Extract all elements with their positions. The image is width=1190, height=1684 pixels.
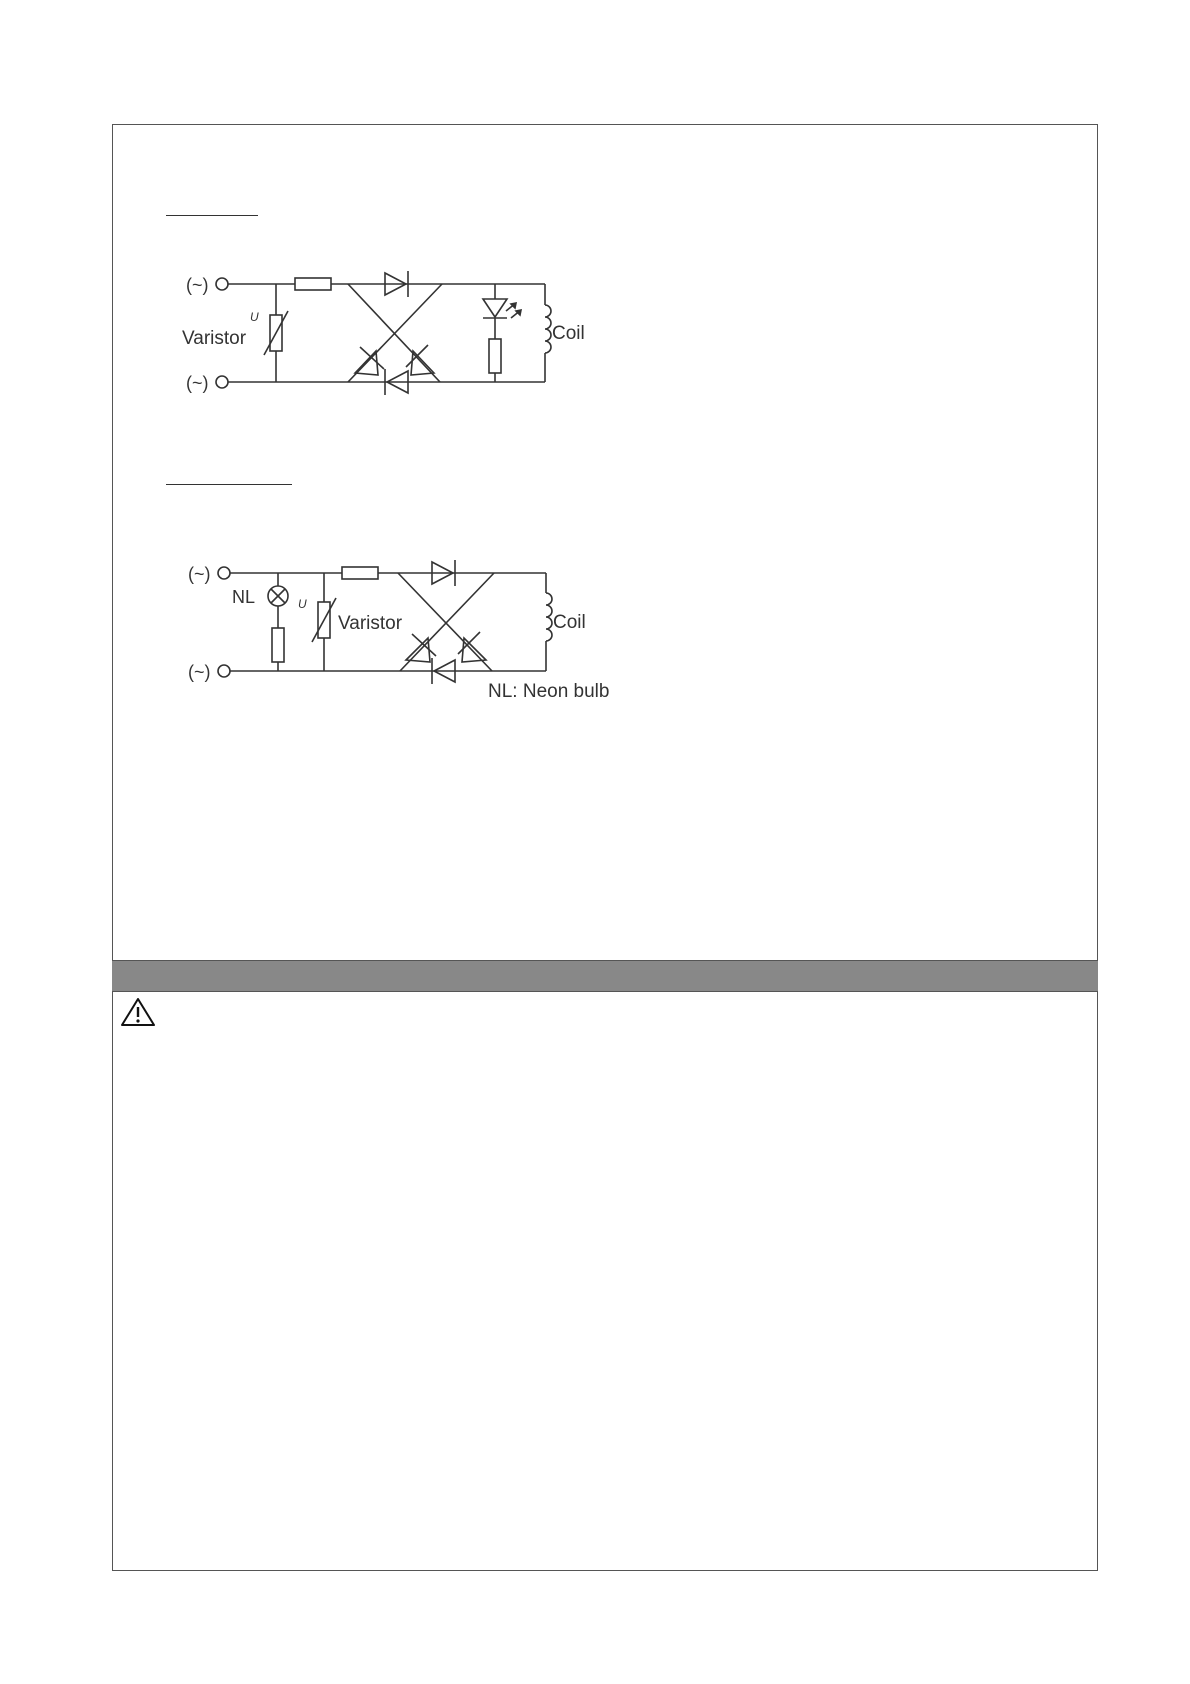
u-label: U: [298, 597, 307, 611]
coil: [546, 593, 552, 641]
led: [483, 299, 507, 317]
terminal-top-label: (~): [186, 275, 209, 295]
terminal-bottom-label: (~): [186, 373, 209, 393]
circuit-diagram-neon: [170, 545, 630, 705]
section-heading-underline-2: [166, 484, 292, 485]
terminal-top-circle: [216, 278, 228, 290]
section-heading-underline-1: [166, 215, 258, 216]
neon-resistor: [272, 628, 284, 662]
terminal-top-label: (~): [188, 564, 211, 584]
coil: [545, 305, 551, 353]
section-header-band: [112, 960, 1098, 992]
diode-right: [462, 638, 486, 662]
resistor: [295, 278, 331, 290]
u-label: U: [250, 310, 259, 324]
terminal-bottom-circle: [216, 376, 228, 388]
terminal-bottom-label: (~): [188, 662, 211, 682]
warning-triangle-icon: [120, 996, 156, 1028]
resistor: [342, 567, 378, 579]
coil-label: Coil: [553, 612, 586, 633]
terminal-bottom-circle: [218, 665, 230, 677]
coil-label: Coil: [552, 323, 585, 344]
varistor-label: Varistor: [338, 613, 403, 634]
terminal-top-circle: [218, 567, 230, 579]
nl-label: NL: [232, 587, 256, 607]
led-resistor: [489, 339, 501, 373]
neon-legend: NL: Neon bulb: [488, 681, 610, 702]
diode-left: [406, 638, 430, 662]
circuit-diagram-led: [170, 255, 610, 405]
varistor-label: Varistor: [182, 328, 247, 349]
